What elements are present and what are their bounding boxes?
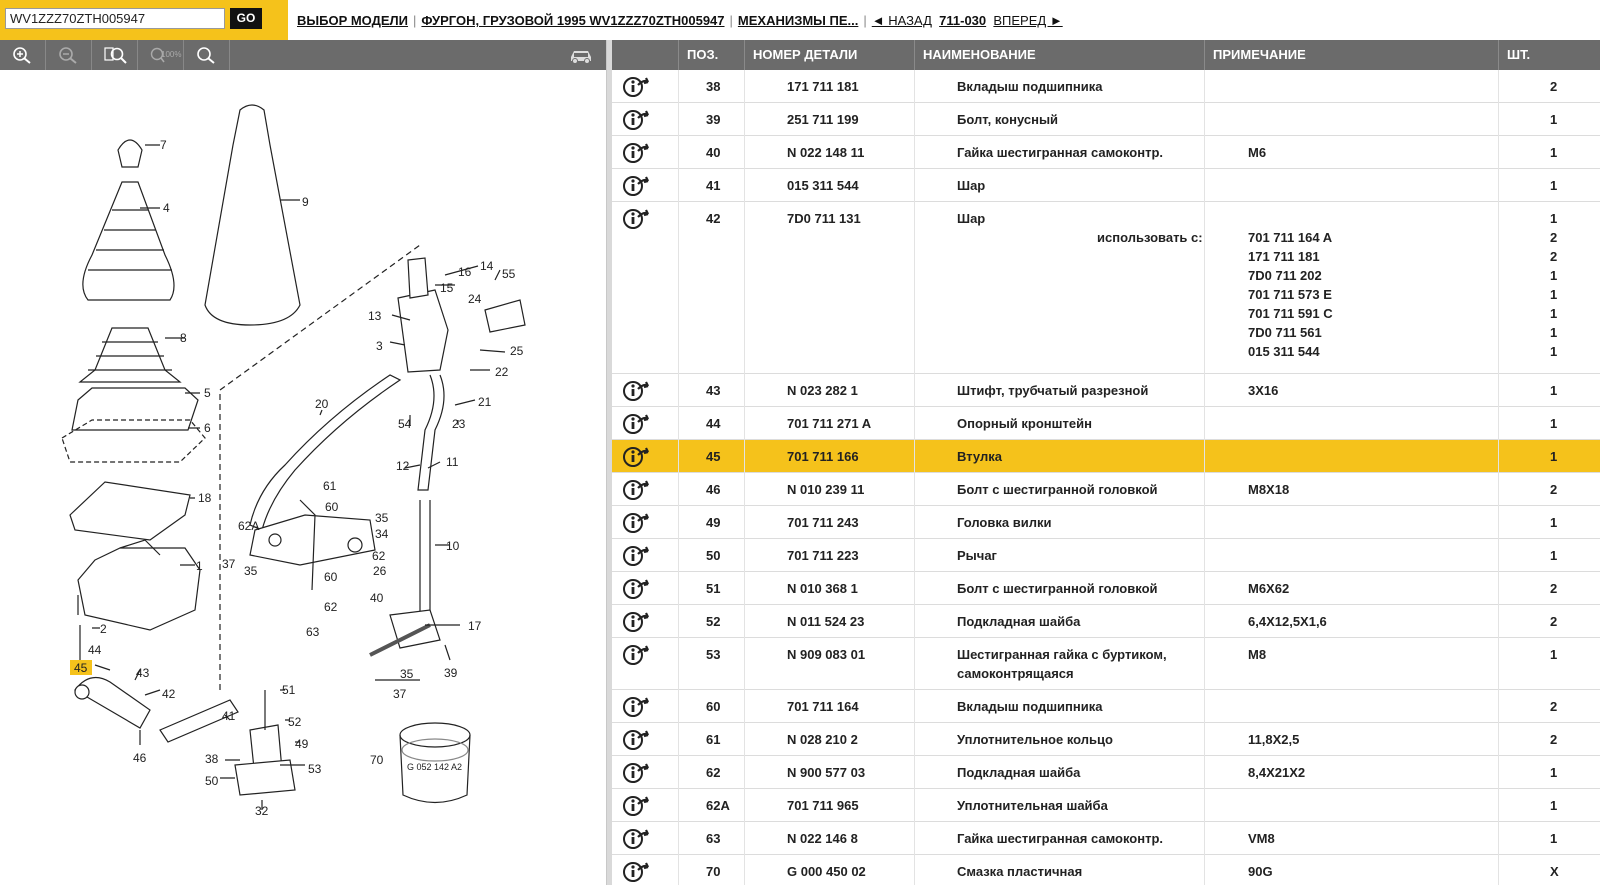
row-qty: 1 bbox=[1550, 449, 1558, 464]
info-arrow-icon[interactable] bbox=[622, 861, 652, 885]
col-name[interactable]: НАИМЕНОВАНИЕ bbox=[914, 40, 1204, 70]
info-arrow-icon[interactable] bbox=[622, 828, 652, 853]
use-with-part: 701 711 591 C bbox=[1248, 306, 1333, 321]
row-name: Рычаг bbox=[957, 548, 997, 563]
row-name: Вкладыш подшипника bbox=[957, 79, 1103, 94]
info-arrow-icon[interactable] bbox=[622, 479, 652, 504]
row-name: Вкладыш подшипника bbox=[957, 699, 1103, 714]
col-note[interactable]: ПРИМЕЧАНИЕ bbox=[1204, 40, 1498, 70]
svg-text:9: 9 bbox=[302, 195, 309, 209]
info-arrow-icon[interactable] bbox=[622, 446, 652, 471]
row-pos: 62 bbox=[706, 765, 721, 780]
parts-table bbox=[612, 40, 1600, 885]
row-part-number: 251 711 199 bbox=[787, 112, 859, 127]
info-arrow-icon[interactable] bbox=[622, 413, 652, 438]
svg-text:13: 13 bbox=[368, 309, 382, 323]
tin-stamp: G 052 142 A2 bbox=[407, 762, 463, 772]
row-part-number: 7D0 711 131 bbox=[787, 211, 861, 226]
row-name: Втулка bbox=[957, 449, 1002, 464]
row-qty: 1 bbox=[1550, 548, 1558, 563]
row-part-number: N 022 148 11 bbox=[787, 145, 865, 160]
info-arrow-icon[interactable] bbox=[622, 762, 652, 787]
table-row[interactable] bbox=[612, 855, 1600, 885]
back-link[interactable]: ◄ НАЗАД bbox=[871, 13, 932, 28]
breadcrumb-model[interactable]: ВЫБОР МОДЕЛИ bbox=[297, 13, 409, 28]
svg-text:37: 37 bbox=[393, 687, 407, 701]
zoom-fit-icon bbox=[104, 46, 128, 64]
row-part-number: N 028 210 2 bbox=[787, 732, 858, 747]
col-part-number[interactable]: НОМЕР ДЕТАЛИ bbox=[744, 40, 914, 70]
use-with-part: 7D0 711 561 bbox=[1248, 325, 1322, 340]
info-arrow-icon[interactable] bbox=[622, 142, 652, 167]
zoom-100-icon bbox=[150, 46, 184, 64]
svg-text:10: 10 bbox=[446, 539, 460, 553]
row-part-number: 701 711 271 A bbox=[787, 416, 872, 431]
row-part-number: 701 711 164 bbox=[787, 699, 859, 714]
row-qty: 1 bbox=[1550, 831, 1558, 846]
col-icon bbox=[612, 40, 678, 70]
row-qty: 1 bbox=[1550, 145, 1558, 160]
row-pos: 62A bbox=[706, 798, 730, 813]
row-note: 6,4X12,5X1,6 bbox=[1248, 614, 1327, 629]
use-with-qty: 1 bbox=[1550, 325, 1558, 340]
zoom-in-button[interactable] bbox=[0, 40, 46, 70]
table-row[interactable] bbox=[612, 202, 1600, 374]
row-part-number: G 000 450 02 bbox=[787, 864, 866, 879]
svg-text:45: 45 bbox=[74, 661, 88, 675]
info-arrow-icon[interactable] bbox=[622, 578, 652, 603]
row-part-number: 701 711 223 bbox=[787, 548, 859, 563]
row-part-number: N 900 577 03 bbox=[787, 765, 866, 780]
search-icon bbox=[196, 46, 218, 64]
table-row[interactable] bbox=[612, 506, 1600, 539]
code-link[interactable]: 711-030 bbox=[939, 13, 987, 28]
table-row[interactable] bbox=[612, 169, 1600, 202]
row-name: Шар bbox=[957, 211, 986, 226]
row-pos: 53 bbox=[706, 647, 721, 662]
svg-text:35: 35 bbox=[375, 511, 389, 525]
breadcrumb-group[interactable]: МЕХАНИЗМЫ ПЕ... bbox=[737, 13, 859, 28]
svg-text:23: 23 bbox=[452, 417, 466, 431]
table-row[interactable] bbox=[612, 789, 1600, 822]
row-qty: 1 bbox=[1550, 515, 1558, 530]
zoom-in-icon bbox=[12, 46, 34, 64]
row-pos: 50 bbox=[706, 548, 721, 563]
svg-text:55: 55 bbox=[502, 267, 516, 281]
row-name-cont: самоконтрящаяся bbox=[957, 666, 1074, 681]
svg-text:21: 21 bbox=[478, 395, 492, 409]
row-qty: 2 bbox=[1550, 581, 1558, 596]
svg-text:8: 8 bbox=[180, 331, 187, 345]
svg-text:54: 54 bbox=[398, 417, 412, 431]
row-pos: 39 bbox=[706, 112, 721, 127]
svg-text:35: 35 bbox=[400, 667, 414, 681]
table-row[interactable] bbox=[612, 539, 1600, 572]
vin-search-panel bbox=[0, 0, 288, 40]
table-row[interactable] bbox=[612, 70, 1600, 103]
svg-text:24: 24 bbox=[468, 292, 482, 306]
table-row[interactable] bbox=[612, 605, 1600, 638]
table-row[interactable] bbox=[612, 440, 1600, 473]
row-name: Опорный кронштейн bbox=[957, 416, 1092, 431]
svg-text:53: 53 bbox=[308, 762, 322, 776]
column-divider bbox=[678, 70, 679, 885]
svg-text:60: 60 bbox=[324, 570, 338, 584]
row-pos: 40 bbox=[706, 145, 721, 160]
row-name: Штифт, трубчатый разрезной bbox=[957, 383, 1149, 398]
row-part-number: N 909 083 01 bbox=[787, 647, 866, 662]
row-name: Болт с шестигранной головкой bbox=[957, 581, 1158, 596]
row-name: Уплотнительная шайба bbox=[957, 798, 1108, 813]
row-name: Шар bbox=[957, 178, 986, 193]
column-divider bbox=[1498, 70, 1499, 885]
table-row[interactable] bbox=[612, 756, 1600, 789]
info-arrow-icon[interactable] bbox=[622, 696, 652, 721]
row-name: Уплотнительное кольцо bbox=[957, 732, 1113, 747]
svg-text:22: 22 bbox=[495, 365, 509, 379]
row-qty: X bbox=[1550, 864, 1559, 879]
row-part-number: N 010 368 1 bbox=[787, 581, 858, 596]
row-pos: 52 bbox=[706, 614, 721, 629]
row-name: Подкладная шайба bbox=[957, 765, 1081, 780]
row-qty: 2 bbox=[1550, 482, 1558, 497]
use-with-part: 171 711 181 bbox=[1248, 249, 1320, 264]
info-arrow-icon[interactable] bbox=[622, 175, 652, 200]
use-with-label: использовать с: bbox=[1097, 230, 1203, 245]
use-with-part: 7D0 711 202 bbox=[1248, 268, 1322, 283]
use-with-qty: 1 bbox=[1550, 268, 1558, 283]
row-pos: 46 bbox=[706, 482, 721, 497]
row-pos: 63 bbox=[706, 831, 721, 846]
row-pos: 43 bbox=[706, 383, 721, 398]
row-name: Болт, конусный bbox=[957, 112, 1059, 127]
svg-text:46: 46 bbox=[133, 751, 147, 765]
svg-text:18: 18 bbox=[198, 491, 212, 505]
svg-text:2: 2 bbox=[100, 622, 107, 636]
use-with-qty: 2 bbox=[1550, 249, 1558, 264]
row-note: M6X62 bbox=[1248, 581, 1290, 596]
table-row[interactable] bbox=[612, 136, 1600, 169]
svg-text:16: 16 bbox=[458, 265, 472, 279]
row-pos: 61 bbox=[706, 732, 721, 747]
info-arrow-icon[interactable] bbox=[622, 208, 652, 233]
svg-text:7: 7 bbox=[160, 138, 167, 152]
svg-text:44: 44 bbox=[88, 643, 102, 657]
table-row[interactable] bbox=[612, 103, 1600, 136]
svg-text:20: 20 bbox=[315, 397, 329, 411]
info-arrow-icon[interactable] bbox=[622, 545, 652, 570]
row-pos: 49 bbox=[706, 515, 721, 530]
table-row[interactable] bbox=[612, 572, 1600, 605]
row-name: Гайка шестигранная самоконтр. bbox=[957, 831, 1164, 846]
svg-text:34: 34 bbox=[375, 527, 389, 541]
row-pos: 41 bbox=[706, 178, 721, 193]
info-arrow-icon[interactable] bbox=[622, 512, 652, 537]
info-arrow-icon[interactable] bbox=[622, 380, 652, 405]
row-note: M6 bbox=[1248, 145, 1267, 160]
column-divider bbox=[914, 70, 915, 885]
table-row[interactable] bbox=[612, 374, 1600, 407]
row-note: 90G bbox=[1248, 864, 1273, 879]
row-qty: 2 bbox=[1550, 79, 1558, 94]
table-row[interactable] bbox=[612, 407, 1600, 440]
search-diagram-button[interactable] bbox=[184, 40, 230, 70]
col-pos[interactable]: ПОЗ. bbox=[678, 40, 744, 70]
svg-text:49: 49 bbox=[295, 737, 309, 751]
table-row[interactable] bbox=[612, 638, 1600, 690]
svg-text:39: 39 bbox=[444, 666, 458, 680]
svg-text:62A: 62A bbox=[238, 519, 260, 533]
vin-input[interactable] bbox=[5, 8, 225, 29]
info-arrow-icon[interactable] bbox=[622, 76, 652, 101]
table-row[interactable] bbox=[612, 473, 1600, 506]
svg-text:5: 5 bbox=[204, 386, 211, 400]
row-pos: 42 bbox=[706, 211, 721, 226]
svg-text:11: 11 bbox=[446, 455, 459, 469]
row-name: Смазка пластичная bbox=[957, 864, 1083, 879]
svg-text:6: 6 bbox=[204, 421, 211, 435]
row-part-number: 015 311 544 bbox=[787, 178, 859, 193]
row-name: Гайка шестигранная самоконтр. bbox=[957, 145, 1164, 160]
row-qty: 1 bbox=[1550, 647, 1558, 662]
row-part-number: 701 711 166 bbox=[787, 449, 859, 464]
info-arrow-icon[interactable] bbox=[622, 644, 652, 669]
row-part-number: N 011 524 23 bbox=[787, 614, 865, 629]
use-with-part: 701 711 573 E bbox=[1248, 287, 1332, 302]
row-qty: 1 bbox=[1550, 416, 1558, 431]
use-with-part: 701 711 164 A bbox=[1248, 230, 1333, 245]
row-part-number: N 022 146 8 bbox=[787, 831, 858, 846]
row-part-number: 171 711 181 bbox=[787, 79, 859, 94]
svg-text:26: 26 bbox=[373, 564, 387, 578]
svg-text:37: 37 bbox=[222, 557, 236, 571]
column-divider bbox=[744, 70, 745, 885]
svg-text:100%: 100% bbox=[161, 50, 182, 59]
row-note: 11,8X2,5 bbox=[1248, 732, 1300, 747]
car-icon[interactable] bbox=[568, 46, 594, 64]
column-divider bbox=[1204, 70, 1205, 885]
svg-text:62: 62 bbox=[372, 549, 386, 563]
svg-text:70: 70 bbox=[370, 753, 384, 767]
row-name: Болт с шестигранной головкой bbox=[957, 482, 1158, 497]
row-pos: 38 bbox=[706, 79, 721, 94]
row-part-number: N 023 282 1 bbox=[787, 383, 858, 398]
svg-text:4: 4 bbox=[163, 201, 170, 215]
table-header bbox=[612, 40, 1600, 70]
svg-text:61: 61 bbox=[323, 479, 337, 493]
svg-text:60: 60 bbox=[325, 500, 339, 514]
svg-text:43: 43 bbox=[136, 666, 150, 680]
row-pos: 60 bbox=[706, 699, 721, 714]
svg-text:40: 40 bbox=[370, 591, 384, 605]
row-part-number: 701 711 965 bbox=[787, 798, 859, 813]
info-arrow-icon[interactable] bbox=[622, 795, 652, 820]
table-row[interactable] bbox=[612, 822, 1600, 855]
table-row[interactable] bbox=[612, 723, 1600, 756]
use-with-qty: 1 bbox=[1550, 344, 1558, 359]
svg-text:41: 41 bbox=[222, 709, 236, 723]
svg-text:51: 51 bbox=[282, 683, 296, 697]
row-note: 8,4X21X2 bbox=[1248, 765, 1306, 780]
info-arrow-icon[interactable] bbox=[622, 611, 652, 636]
row-qty: 2 bbox=[1550, 732, 1558, 747]
forward-link[interactable]: ВПЕРЕД ► bbox=[993, 13, 1063, 28]
row-qty: 1 bbox=[1550, 383, 1558, 398]
row-note: M8X18 bbox=[1248, 482, 1290, 497]
row-pos: 51 bbox=[706, 581, 721, 596]
zoom-fit-button[interactable] bbox=[92, 40, 138, 70]
row-pos: 44 bbox=[706, 416, 721, 431]
svg-text:17: 17 bbox=[468, 619, 482, 633]
row-qty: 2 bbox=[1550, 699, 1558, 714]
col-qty[interactable]: ШТ. bbox=[1498, 40, 1600, 70]
row-qty: 1 bbox=[1550, 112, 1558, 127]
svg-text:25: 25 bbox=[510, 344, 524, 358]
row-qty: 1 bbox=[1550, 178, 1558, 193]
svg-text:42: 42 bbox=[162, 687, 176, 701]
use-with-part: 015 311 544 bbox=[1248, 344, 1320, 359]
svg-text:62: 62 bbox=[324, 600, 338, 614]
table-row[interactable] bbox=[612, 690, 1600, 723]
svg-text:35: 35 bbox=[244, 564, 258, 578]
row-name: Головка вилки bbox=[957, 515, 1052, 530]
row-qty: 1 bbox=[1550, 798, 1558, 813]
row-part-number: N 010 239 11 bbox=[787, 482, 865, 497]
row-pos: 45 bbox=[706, 449, 721, 464]
row-qty: 1 bbox=[1550, 765, 1558, 780]
use-with-qty: 1 bbox=[1550, 287, 1558, 302]
zoom-out-icon bbox=[58, 46, 80, 64]
zoom-out-button[interactable] bbox=[46, 40, 92, 70]
svg-text:14: 14 bbox=[480, 259, 494, 273]
breadcrumb-vehicle[interactable]: ФУРГОН, ГРУЗОВОЙ 1995 WV1ZZZ70ZTH005947 bbox=[421, 13, 725, 28]
row-name: Шестигранная гайка с буртиком, bbox=[957, 647, 1167, 662]
info-arrow-icon[interactable] bbox=[622, 109, 652, 134]
svg-text:12: 12 bbox=[396, 459, 410, 473]
row-note: 3X16 bbox=[1248, 383, 1279, 398]
row-note: VM8 bbox=[1248, 831, 1275, 846]
breadcrumb: ВЫБОР МОДЕЛИ | ФУРГОН, ГРУЗОВОЙ 1995 WV1ZZZ70ZTH005947 | МЕХАНИЗМЫ ПЕ... | ◄ НАЗАД 711-030 ВПЕРЕД ► bbox=[297, 13, 1063, 28]
svg-text:63: 63 bbox=[306, 625, 320, 639]
svg-text:15: 15 bbox=[440, 281, 454, 295]
row-qty: 2 bbox=[1550, 614, 1558, 629]
svg-text:1: 1 bbox=[196, 559, 203, 573]
parts-diagram[interactable] bbox=[0, 70, 606, 885]
use-with-qty: 1 bbox=[1550, 306, 1558, 321]
row-qty: 1 bbox=[1550, 211, 1558, 226]
svg-text:50: 50 bbox=[205, 774, 219, 788]
diagram-toolbar bbox=[0, 40, 606, 70]
zoom-100-button[interactable] bbox=[138, 40, 184, 70]
svg-text:32: 32 bbox=[255, 804, 269, 818]
svg-text:52: 52 bbox=[288, 715, 302, 729]
go-button[interactable]: GO bbox=[230, 8, 262, 29]
row-pos: 70 bbox=[706, 864, 721, 879]
info-arrow-icon[interactable] bbox=[622, 729, 652, 754]
use-with-qty: 2 bbox=[1550, 230, 1558, 245]
row-note: M8 bbox=[1248, 647, 1267, 662]
svg-text:38: 38 bbox=[205, 752, 219, 766]
row-part-number: 701 711 243 bbox=[787, 515, 859, 530]
top-bar bbox=[0, 0, 1600, 40]
exploded-view-drawing bbox=[0, 70, 606, 885]
row-name: Подкладная шайба bbox=[957, 614, 1081, 629]
svg-text:3: 3 bbox=[376, 339, 383, 353]
